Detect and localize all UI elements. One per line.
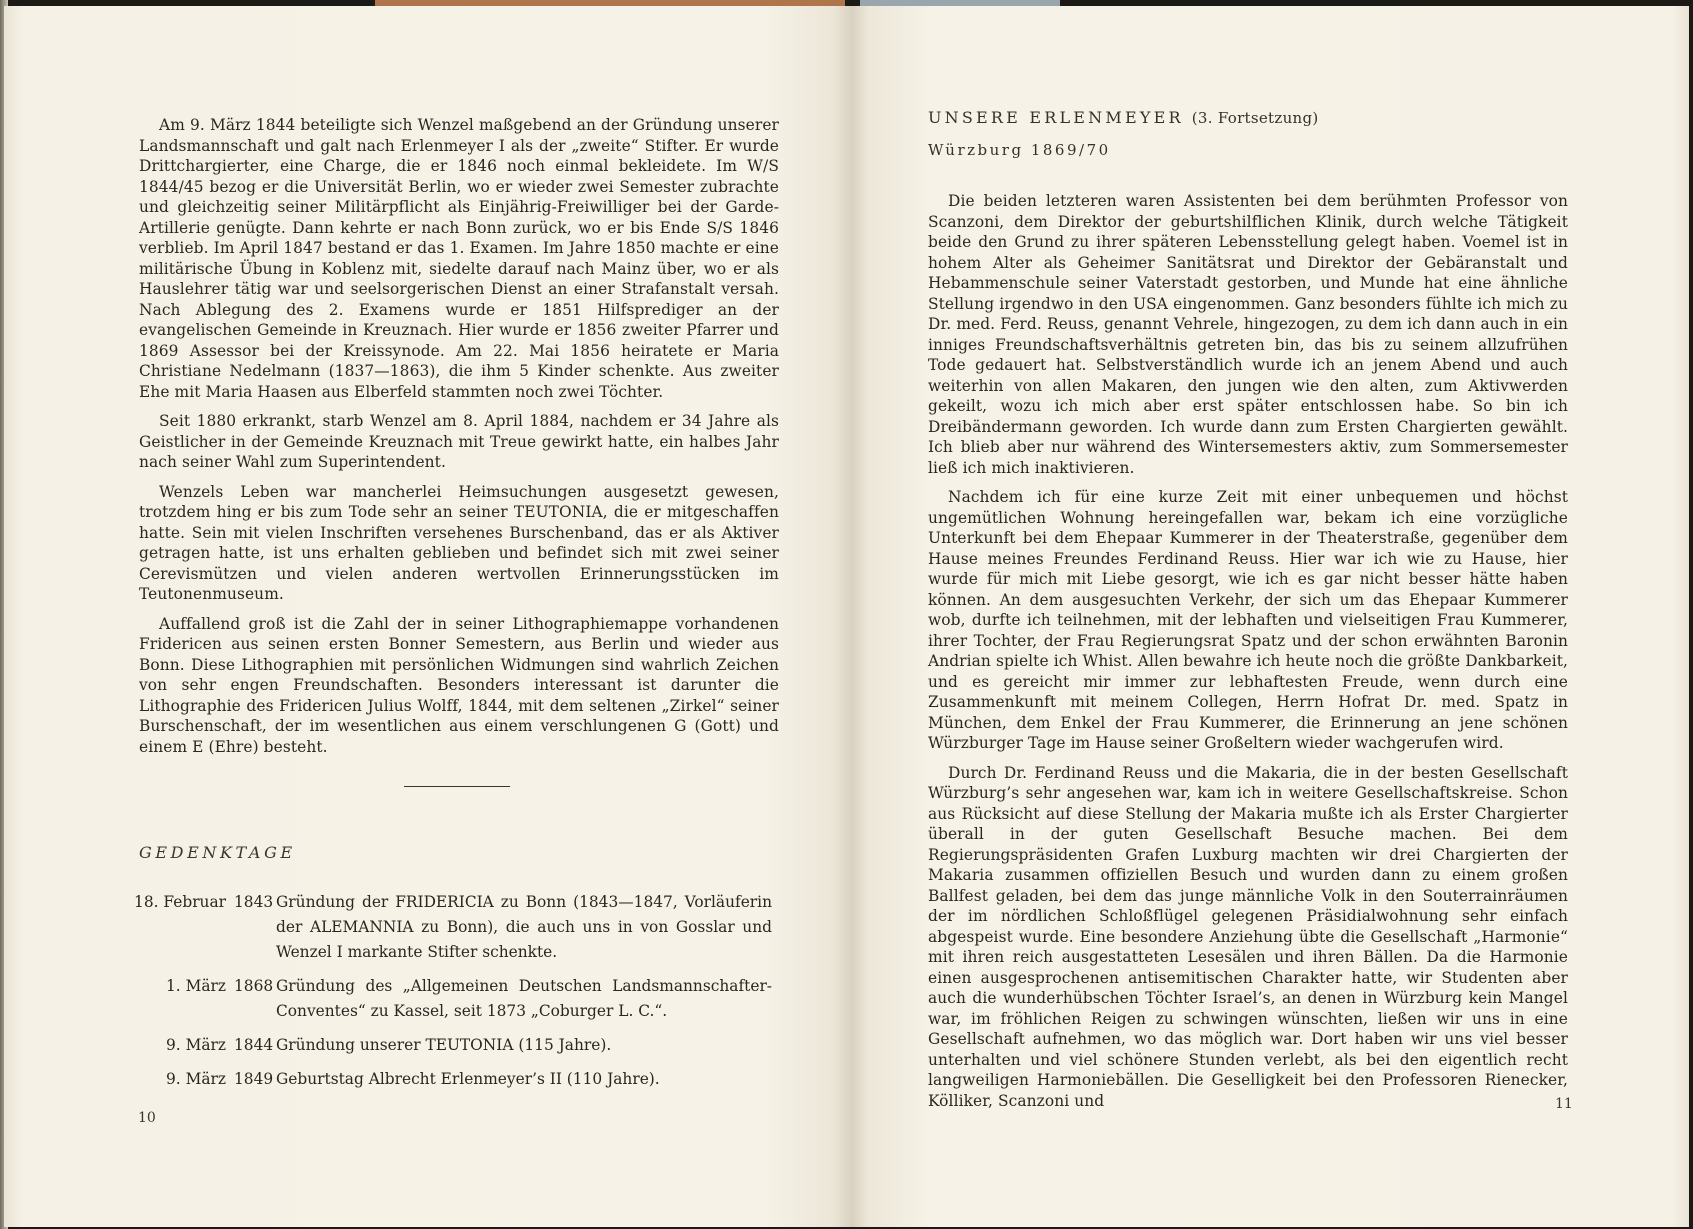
list-item xyxy=(134,974,784,1024)
entry-text: Geburtstag Albrecht Erlenmeyer’s II (110 Jahre). xyxy=(276,1070,660,1088)
paragraph: Nachdem ich für eine kurze Zeit mit einer unbequemen und höchst ungemütlichen Wohnung hereingefallen war, bekam ich eine vorzügliche Unterkunft bei dem Ehepaar Kummerer in der Theaterstraße, gegenüber dem Hause meines Freundes Ferdinand Reuss. Hier war ich wie zu Hause, hier wurde für mich mit Liebe gesorgt, wie ich es gar nicht besser hätte haben können. An dem ausgesuchten Verkehr, der sich um das Ehepaar Kummerer wob, durfte ich teilnehmen, mit der lebhaften und vielseitigen Frau Kummerer, ihrer Tochter, der Frau Regierungsrat Spatz und der schon erwähnten Baronin Andrian spielte ich Whist. Allen bewahre ich heute noch die größte Dankbarkeit, und es gereicht mir immer zur lebhaftesten Freude, wenn durch eine Zusammenkunft mit meinem Collegen, Herrn Hofrat Dr. med. Spatz in München, dem Enkel der Frau Kummerer, die Erinnerung an jene schönen Würzburger Tage im Hause seiner Großeltern wieder wachgerufen wird. xyxy=(928,488,1568,752)
entry-year: 1844 xyxy=(234,1036,274,1054)
right-page-body xyxy=(928,191,1568,1120)
article-header xyxy=(928,108,1578,159)
commemoration-list xyxy=(134,890,784,1101)
left-page-body xyxy=(139,115,779,766)
article-title xyxy=(928,108,1578,127)
paragraph: Durch Dr. Ferdinand Reuss und die Makaria, die in der besten Gesellschaft Würzburg’s sehr angesehen war, kam ich in weitere Gesellschaftskreise. Schon aus Rücksicht auf diese Stellung der Makaria mußte ich als Erster Chargierter überall in der guten Gesellschaft Besuche machen. Bei dem Regierungspräsidenten Grafen Luxburg machten wir drei Chargierten der Makaria zusammen offiziellen Besuch und wurden dann zu einem großen Ballfest geladen, bei dem das junge männliche Volk in den Souterrainräumen der im nördlichen Schloßflügel gelegenen Präsidialwohnung sehr einfach abgespeist wurde. Eine besondere Anziehung übte die Gesellschaft „Harmonie“ mit ihren reich ausgestatteten Lesesälen und ihren Bällen. Da die Harmonie einen ausgesprochenen antisemitischen Charakter hatte, wir Studenten aber auch die wunderhübschen Töchter Israel’s, an denen in Würzburg kein Mangel war, im fröhlichen Reigen zu schwingen wünschten, ließen wir uns in eine Gesellschaft aufnehmen, wo das möglich war. Dort haben wir uns viel besser unterhalten und viel schönere Stunden verlebt, als bei den eigentlich recht langweiligen Harmoniebällen. Die Geselligkeit bei den Professoren Rienecker, Kölliker, Scanzoni und xyxy=(928,763,1568,1110)
entry-text: Gründung der FRIDERICIA zu Bonn (1843—1847, Vorläuferin der ALEMANNIA zu Bonn), die auch uns in von Gosslar und Wenzel I markante Stifter schenkte. xyxy=(276,893,772,961)
entry-text: Gründung des „Allgemeinen Deutschen Landsmannschafter-Conventes“ zu Kassel, seit 1873 „Coburger L. C.“. xyxy=(276,977,772,1020)
list-item xyxy=(134,890,784,965)
page-number: 11 xyxy=(1555,1096,1573,1112)
section-divider xyxy=(404,786,510,787)
paragraph: Wenzels Leben war mancherlei Heimsuchungen ausgesetzt gewesen, trotzdem hing er bis zum Tode sehr an seiner TEUTONIA, die er mitgeschaffen hatte. Sein mit vielen Inschriften versehenes Burschenband, das er als Aktiver getragen hatte, ist uns erhalten geblieben und befindet sich mit zwei seiner Cerevismützen und vielen anderen wertvollen Erinnerungsstücken im Teutonenmuseum. xyxy=(139,482,779,603)
paragraph: Auffallend groß ist die Zahl der in seiner Lithographiemappe vorhandenen Fridericen aus seinen ersten Bonner Semestern, aus Berlin und wieder aus Bonn. Diese Lithographien mit persönlichen Widmungen sind wahrlich Zeichen von sehr engen Freundschaften. Besonders interessant ist darunter die Lithographie des Fridericen Julius Wolff, 1844, mit dem seltenen „Zirkel“ seiner Burschenschaft, der im wesentlichen aus einem verschlungenen G (Gott) und einem E (Ehre) besteht. xyxy=(139,614,779,756)
continuation-note: (3. Fortsetzung) xyxy=(1191,109,1319,127)
article-subtitle: Würzburg 1869/70 xyxy=(928,141,1111,159)
entry-date: 1. März xyxy=(166,977,226,995)
list-item xyxy=(134,1067,784,1092)
entry-date: 18. Februar xyxy=(134,893,226,911)
series-title-text: UNSERE ERLENMEYER xyxy=(928,108,1184,127)
entry-year: 1843 xyxy=(234,893,274,911)
entry-text: Gründung unserer TEUTONIA (115 Jahre). xyxy=(276,1036,612,1054)
entry-date: 9. März xyxy=(166,1070,226,1088)
entry-year: 1849 xyxy=(234,1070,274,1088)
entry-year: 1868 xyxy=(234,977,274,995)
paragraph: Am 9. März 1844 beteiligte sich Wenzel maßgebend an der Gründung unserer Landsmannschaft und galt nach Erlenmeyer I als der „zweite“ Stifter. Er wurde Drittchargierter, eine Charge, die er 1846 noch einmal bekleidete. Im W/S 1844/45 bezog er die Universität Berlin, wo er wieder zwei Semester zubrachte und gleichzeitig seiner Militärpflicht als Einjährig-Freiwilliger bei der Garde-Artillerie genügte. Dann kehrte er nach Bonn zurück, wo er bis Ende S/S 1846 verblieb. Im April 1847 bestand er das 1. Examen. Im Jahre 1850 machte er eine militärische Übung in Koblenz mit, siedelte darauf nach Mainz über, wo er als Hauslehrer tätig war und seelsorgerischen Dienst an einer Strafanstalt versah. Nach Ablegung des 2. Examens wurde er 1851 Hilfsprediger an der evangelischen Gemeinde in Kreuznach. Hier wurde er 1856 zweiter Pfarrer und 1869 Assessor bei der Kreissynode. Am 22. Mai 1856 heiratete er Maria Christiane Nedelmann (1837—1863), die ihm 5 Kinder schenkte. Aus zweiter Ehe mit Maria Haasen aus Elberfeld stammten noch zwei Töchter. xyxy=(139,116,779,401)
entry-date: 9. März xyxy=(166,1036,226,1054)
section-title: GEDENKTAGE xyxy=(139,843,296,862)
paragraph: Seit 1880 erkrankt, starb Wenzel am 8. April 1884, nachdem er 34 Jahre als Geistlicher in der Gemeinde Kreuznach mit Treue gewirkt hatte, ein halbes Jahr nach seiner Wahl zum Superintendent. xyxy=(139,412,779,471)
list-item xyxy=(134,1033,784,1058)
page-number: 10 xyxy=(138,1110,156,1126)
paragraph: Die beiden letzteren waren Assistenten bei dem berühmten Professor von Scanzoni, dem Direktor der geburtshilflichen Klinik, durch welche Tätigkeit beide den Grund zu ihrer späteren Lebensstellung gelegt haben. Voemel ist in hohem Alter als Geheimer Sanitätsrat und Direktor der Gebäranstalt und Hebammenschule seiner Vaterstadt gestorben, und Munde hat eine ähnliche Stellung irgendwo in den USA eingenommen. Ganz besonders fühlte ich mich zu Dr. med. Ferd. Reuss, genannt Vehrele, hingezogen, zu dem ich dann auch in ein inniges Freundschaftsverhältnis getreten bin, das bis zu seinem allzufrühen Tode gedauert hat. Selbstverständlich wurde ich an jenem Abend und auch weiterhin von allen Makaren, den jungen wie den alten, zum Aktivwerden gekeilt, wozu ich mich aber erst später entschlossen habe. So bin ich Dreibändermann geworden. Ich wurde dann zum Ersten Chargierten gewählt. Ich blieb aber nur während des Wintersemesters aktiv, zum Sommersemester ließ ich mich inaktivieren. xyxy=(928,192,1568,477)
